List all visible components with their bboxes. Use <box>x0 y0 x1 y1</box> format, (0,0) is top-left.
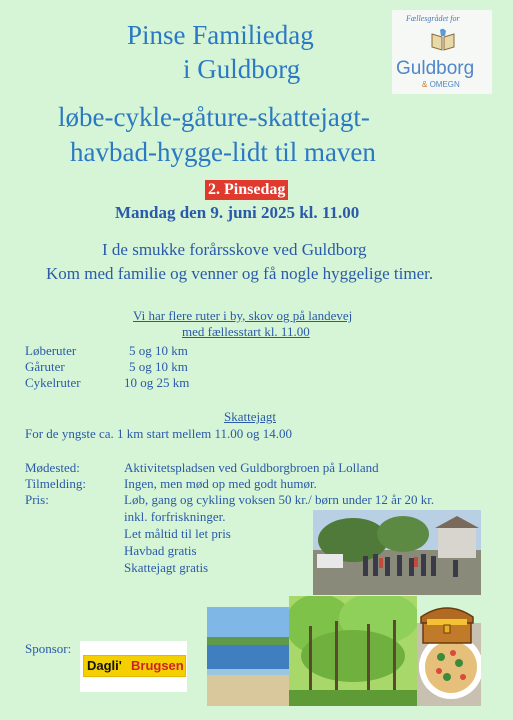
price-line: inkl. forfriskninger. <box>124 509 226 524</box>
routes-heading-1: Vi har flere ruter i by, skov og på landevej <box>133 308 353 323</box>
intro-line-2: Kom med familie og venner og få nogle hyggelige timer. <box>46 264 434 283</box>
treasure-heading: Skattejagt <box>224 409 276 424</box>
route-label-walk: Gåruter <box>25 359 65 374</box>
forest-photo <box>289 596 417 706</box>
run-event-photo <box>313 510 481 595</box>
activities-line-2: havbad-hygge-lidt til maven <box>70 137 376 167</box>
guldborg-logo <box>392 10 492 94</box>
price-line: Havbad gratis <box>124 543 197 558</box>
sponsor-label: Sponsor: <box>25 641 72 656</box>
intro-line-1: I de smukke forårsskove ved Guldborg <box>102 240 367 259</box>
meeting-value: Aktivitetspladsen ved Guldborgbroen på Lolland <box>124 460 379 475</box>
title-line-2: i Guldborg <box>183 54 301 84</box>
treasure-chest-icon <box>417 597 477 647</box>
route-value-walk: 5 og 10 km <box>129 359 188 374</box>
activities-line-1: løbe-cykle-gåture-skattejagt- <box>58 102 370 132</box>
brugsen-text: Brugsen <box>131 658 184 673</box>
route-value-run: 5 og 10 km <box>129 343 188 358</box>
dagli-brugsen-logo <box>80 641 187 692</box>
logo-arc-text: Fællesgrådet for <box>406 14 460 23</box>
meeting-label: Mødested: <box>25 460 80 475</box>
signup-value: Ingen, men mød op med godt humør. <box>124 476 317 491</box>
signup-label: Tilmelding: <box>25 476 86 491</box>
routes-heading-2: med fællesstart kl. 11.00 <box>182 324 310 339</box>
price-line: Løb, gang og cykling voksen 50 kr./ børn under 12 år 20 kr. <box>124 492 435 507</box>
logo-sub-text: OMEGN <box>429 80 460 89</box>
pinsedag-badge: 2. Pinsedag <box>205 180 288 200</box>
price-line: Skattejagt gratis <box>124 560 209 575</box>
price-line: Let måltid til let pris <box>124 526 231 541</box>
logo-subtitle <box>422 80 460 89</box>
open-book-icon <box>430 28 456 52</box>
route-label-bike: Cykelruter <box>25 375 81 390</box>
logo-name: Guldborg <box>396 58 475 79</box>
price-label: Pris: <box>25 492 49 507</box>
logo-amp: & <box>422 80 428 89</box>
title-line-1: Pinse Familiedag <box>127 20 314 50</box>
route-label-run: Løberuter <box>25 343 77 358</box>
treasure-text: For de yngste ca. 1 km start mellem 11.00 og 14.00 <box>25 426 293 441</box>
route-value-bike: 10 og 25 km <box>124 375 190 390</box>
dagli-brugsen-logo-bar <box>83 655 186 677</box>
dagli-text: Dagli' <box>87 658 122 673</box>
event-date: Mandag den 9. juni 2025 kl. 11.00 <box>115 203 360 222</box>
beach-photo <box>207 607 289 706</box>
